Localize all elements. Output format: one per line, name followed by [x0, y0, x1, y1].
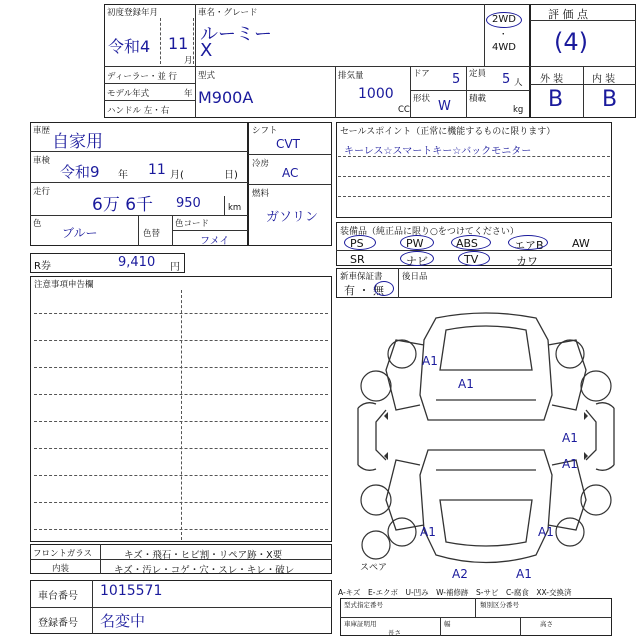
first-reg-label: 初度登録年月 [107, 8, 159, 18]
equip-tv: TV [464, 253, 479, 266]
door-value: 5 [452, 72, 461, 87]
footer-width-label: 幅 [444, 620, 451, 628]
spare-label: スペア [360, 563, 388, 573]
inspection-month: 11 [148, 162, 166, 178]
registration-value: 名変中 [100, 612, 146, 630]
chassis-label: 車台番号 [38, 591, 78, 602]
ac-label: 冷房 [252, 159, 270, 169]
car-damage-diagram [336, 300, 636, 596]
grade-title: 評 価 点 [548, 8, 588, 21]
history-label: 車歴 [33, 126, 51, 136]
equip-pw-circle [400, 235, 434, 250]
front-glass-label: フロントガラス [33, 549, 92, 559]
footer-height-label: 高さ [540, 620, 553, 628]
color-change-label: 色替 [143, 229, 161, 239]
inspection-month-unit: 月( [170, 170, 184, 181]
recycle-value: 9,410 [118, 255, 156, 270]
mileage-unit: km [228, 203, 242, 213]
wd-dot: ・ [499, 30, 508, 40]
mark-a1-right-2: A1 [562, 457, 578, 471]
model-year-unit: 年 [184, 89, 193, 99]
wd4-label: 4WD [492, 42, 516, 53]
mileage-label: 走行 [33, 187, 51, 197]
front-glass-value: キズ・飛石・ヒビ割・リペア跡・X要 [124, 550, 283, 561]
ac-value: AC [282, 166, 299, 180]
shift-value: CVT [276, 137, 300, 151]
chassis-value: 1015571 [100, 583, 163, 599]
shape-label: 形状 [413, 94, 431, 104]
warranty-label: 新車保証書 [340, 272, 383, 282]
color-code-value: フメイ [200, 236, 230, 247]
cc-unit: CC [398, 105, 410, 115]
registration-label: 登録番号 [38, 618, 78, 629]
exterior-value: B [548, 87, 564, 112]
inspection-era: 令和9 [60, 163, 100, 181]
dealer-label: ディーラー・並 行 [107, 72, 178, 82]
displacement-value: 1000 [358, 86, 394, 102]
notes-title: 注意事項申告欄 [34, 280, 94, 290]
first-reg-month: 11 [168, 34, 189, 53]
equip-aw: AW [572, 237, 590, 250]
shift-label: シフト [252, 126, 278, 136]
recycle-label: R券 [34, 261, 51, 272]
grade-name: X [200, 40, 213, 61]
footer-type-no-label: 型式指定番号 [344, 601, 383, 609]
color-code-label: 色コード [175, 219, 210, 229]
mileage-main: 6万 6千 [92, 195, 154, 215]
mark-a1-front-left: A1 [422, 354, 438, 368]
equip-kawa: カワ [516, 255, 538, 268]
recycle-unit: 円 [170, 262, 180, 273]
warranty-value: 有 ・ 無 [344, 284, 384, 297]
color-value: ブルー [62, 226, 98, 240]
equipment-title: 装備品（純正品に限り○をつけてください） [340, 227, 519, 237]
capacity-value: 5 [502, 72, 511, 87]
shape-value: W [438, 99, 451, 114]
footer-class-no-label: 類別区分番号 [480, 601, 519, 609]
equip-airbag: エアB [514, 239, 544, 252]
type-label: 型式 [198, 71, 216, 81]
first-reg-era: 令和4 [108, 37, 151, 56]
wd2-label: 2WD [492, 14, 516, 25]
mark-a1-hood: A1 [458, 377, 474, 391]
equip-pw: PW [406, 237, 424, 250]
warranty-none-circle [374, 281, 394, 296]
capacity-label: 定員 [469, 69, 487, 79]
handle-label: ハンドル 左・右 [107, 106, 170, 116]
sales-point-title: セールスポイント（正常に機能するものに限ります） [340, 127, 556, 137]
model-year-label: モデル年式 [107, 89, 150, 99]
equip-abs: ABS [456, 237, 478, 250]
fuel-label: 燃料 [252, 189, 270, 199]
interior-label: 内 装 [592, 74, 616, 85]
interior-value: B [602, 87, 618, 112]
kg-unit: kg [513, 105, 524, 115]
load-label: 積載 [469, 94, 487, 104]
mileage-sub: 950 [176, 196, 201, 211]
equip-sr: SR [350, 253, 365, 266]
equip-airbag-circle [508, 235, 548, 250]
equip-ps: PS [350, 237, 364, 250]
color-label: 色 [33, 219, 42, 229]
grade-score: (4) [554, 28, 588, 56]
equip-ps-circle [344, 235, 376, 250]
capacity-unit: 人 [514, 78, 523, 88]
inspection-year-unit: 年 [118, 170, 128, 181]
fuel-value: ガソリン [266, 210, 319, 225]
recycle-box [30, 253, 185, 273]
car-name: ルーミー [200, 24, 272, 45]
mark-a1-rear-right: A1 [538, 525, 554, 539]
equip-tv-circle [458, 251, 490, 266]
door-label: ドア [413, 69, 430, 79]
footer-garage-label: 車庫証明用 [344, 620, 377, 628]
interior-cond-label: 内装 [52, 564, 70, 574]
interior-cond-value: キズ・汚レ・コゲ・穴・スレ・キレ・破レ [114, 565, 295, 576]
equip-abs-circle [451, 235, 491, 250]
footer-length-label: 長さ [388, 629, 401, 637]
equip-navi: ナビ [406, 255, 428, 268]
displacement-label: 排気量 [338, 71, 364, 81]
month-unit: 月 [184, 56, 193, 66]
exterior-label: 外 装 [540, 74, 564, 85]
car-name-label: 車名・グレード [198, 8, 258, 18]
equip-navi-circle [400, 251, 434, 266]
inspection-day-unit: 日) [224, 170, 238, 181]
inspection-label: 車検 [33, 156, 51, 166]
damage-legend: A-キズ E-エクボ U-凹み W-補修跡 S-サビ C-腐食 XX-交換済 [338, 588, 572, 597]
mark-a2-rear: A2 [452, 567, 468, 581]
history-value: 自家用 [52, 132, 103, 152]
sales-point-text: キーレス☆スマートキー☆バックモニター [344, 146, 532, 157]
mark-a1-rear-bumper: A1 [516, 567, 532, 581]
type-value: M900A [198, 88, 254, 107]
mark-a1-right-1: A1 [562, 431, 578, 445]
mark-a1-rear-left: A1 [420, 525, 436, 539]
later-item-label: 後日品 [402, 272, 428, 282]
